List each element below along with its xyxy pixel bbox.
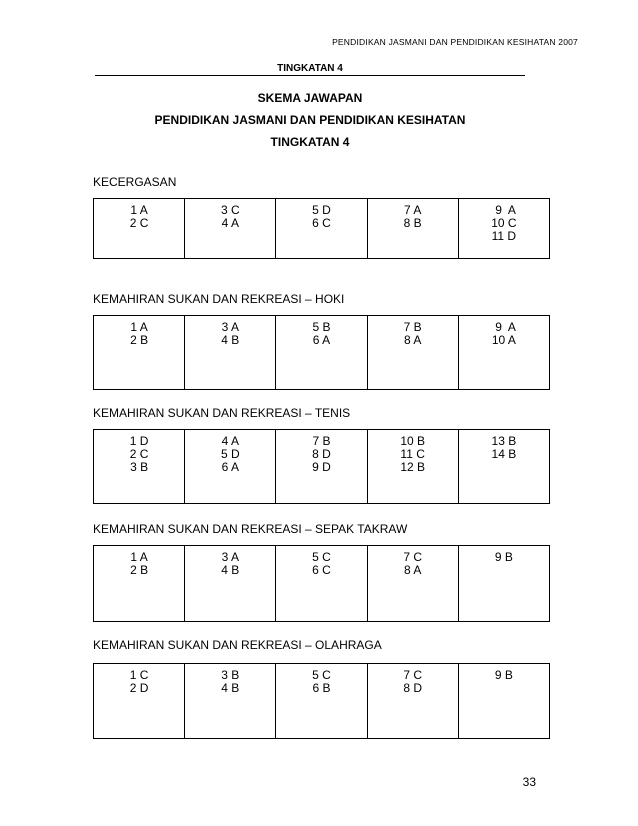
answer-item: 1 C (129, 668, 149, 682)
answer-item: 1 D (129, 434, 149, 448)
section-label: KEMAHIRAN SUKAN DAN REKREASI – HOKI (93, 292, 345, 306)
answer-item: 7 C (403, 550, 422, 564)
answer-item: 13 B (491, 434, 517, 448)
answer-cell (94, 316, 185, 390)
answer-item: 7 B (312, 434, 331, 448)
answer-item: 8 A (403, 333, 422, 347)
answer-table (93, 315, 550, 390)
answer-cell (458, 430, 549, 504)
answer-item: 4 B (221, 333, 240, 347)
answer-item: 2 C (129, 216, 149, 230)
answer-item: 6 C (312, 216, 331, 230)
answer-item: 1 A (130, 320, 148, 334)
answer-item: 11 C (400, 447, 425, 461)
answer-cell (367, 430, 458, 504)
answer-cell (367, 546, 458, 622)
answer-item: 3 B (221, 668, 240, 682)
answer-item: 4 A (221, 434, 239, 448)
answer-cell (367, 316, 458, 390)
answer-cell (276, 199, 367, 259)
page-number: 33 (522, 775, 536, 789)
answer-item: 6 A (221, 460, 239, 474)
answer-item: 2 D (129, 681, 149, 695)
answer-item: 4 B (221, 563, 240, 577)
answer-item: 4 B (221, 681, 240, 695)
answer-table (93, 545, 550, 622)
title-subject: PENDIDIKAN JASMANI DAN PENDIDIKAN KESIHATAN (154, 113, 466, 127)
answer-item: 8 D (403, 681, 422, 695)
answer-item: 9 A (491, 320, 516, 334)
section-label: KECERGASAN (93, 175, 177, 189)
answer-item: 2 C (129, 447, 149, 461)
running-head: PENDIDIKAN JASMANI DAN PENDIDIKAN KESIHATAN 2007 (332, 37, 578, 47)
answer-item: 8 D (312, 447, 331, 461)
answer-row (94, 430, 550, 504)
answer-cell (276, 546, 367, 622)
answer-item: 11 D (491, 229, 517, 243)
answer-row (94, 316, 550, 390)
answer-cell (185, 664, 276, 739)
answer-item: 10 B (400, 434, 425, 448)
answer-item: 9 B (494, 550, 513, 564)
answer-cell (458, 664, 549, 739)
answer-cell (94, 546, 185, 622)
answer-item: 8 A (403, 563, 422, 577)
answer-cell (185, 546, 276, 622)
answer-item: 1 A (130, 550, 148, 564)
answer-cell (367, 664, 458, 739)
section-label: KEMAHIRAN SUKAN DAN REKREASI – SEPAK TAKRAW (93, 522, 408, 536)
answer-item: 9 D (312, 460, 331, 474)
answer-item: 4 A (221, 216, 239, 230)
answer-cell (458, 546, 549, 622)
answer-item: 12 B (400, 460, 425, 474)
answer-item: 6 C (312, 563, 331, 577)
answer-cell (367, 199, 458, 259)
answer-item: 3 C (220, 203, 240, 217)
answer-item: 2 B (130, 563, 149, 577)
section-label: KEMAHIRAN SUKAN DAN REKREASI – OLAHRAGA (93, 638, 382, 652)
answer-table (93, 663, 550, 739)
answer-item: 3 A (221, 550, 239, 564)
answer-cell (94, 664, 185, 739)
answer-item: 5 C (312, 550, 331, 564)
title-answer-scheme: SKEMA JAWAPAN (257, 91, 363, 105)
answer-item: 8 B (403, 216, 422, 230)
answer-item: 7 C (403, 668, 422, 682)
answer-cell (276, 430, 367, 504)
answer-cell (458, 199, 549, 259)
answer-item: 10 C (491, 216, 517, 230)
answer-table (93, 198, 550, 259)
answer-cell (185, 199, 276, 259)
answer-item: 7 A (403, 203, 422, 217)
answer-cell (94, 199, 185, 259)
level-heading: TINGKATAN 4 (277, 63, 343, 74)
answer-item: 3 B (130, 460, 149, 474)
section-label: KEMAHIRAN SUKAN DAN REKREASI – TENIS (93, 406, 351, 420)
answer-cell (94, 430, 185, 504)
answer-cell (458, 316, 549, 390)
answer-item: 2 B (130, 333, 149, 347)
answer-item: 5 B (312, 320, 331, 334)
answer-row (94, 199, 550, 259)
answer-table (93, 429, 550, 504)
answer-cell (276, 664, 367, 739)
answer-row (94, 546, 550, 622)
answer-item: 1 A (130, 203, 148, 217)
header-rule (95, 75, 525, 76)
answer-cell (276, 316, 367, 390)
title-level: TINGKATAN 4 (270, 135, 350, 149)
answer-item: 9 B (494, 668, 513, 682)
answer-cell (185, 430, 276, 504)
answer-item: 7 B (403, 320, 422, 334)
answer-item: 10 A (491, 333, 516, 347)
answer-cell (185, 316, 276, 390)
answer-item: 6 B (312, 681, 331, 695)
answer-item: 5 D (312, 203, 331, 217)
answer-item: 5 C (312, 668, 331, 682)
answer-row (94, 664, 550, 739)
answer-item: 6 A (312, 333, 331, 347)
answer-item: 3 A (221, 320, 239, 334)
answer-item: 9 A (491, 203, 516, 217)
answer-item: 14 B (491, 447, 517, 461)
answer-item: 5 D (220, 447, 240, 461)
